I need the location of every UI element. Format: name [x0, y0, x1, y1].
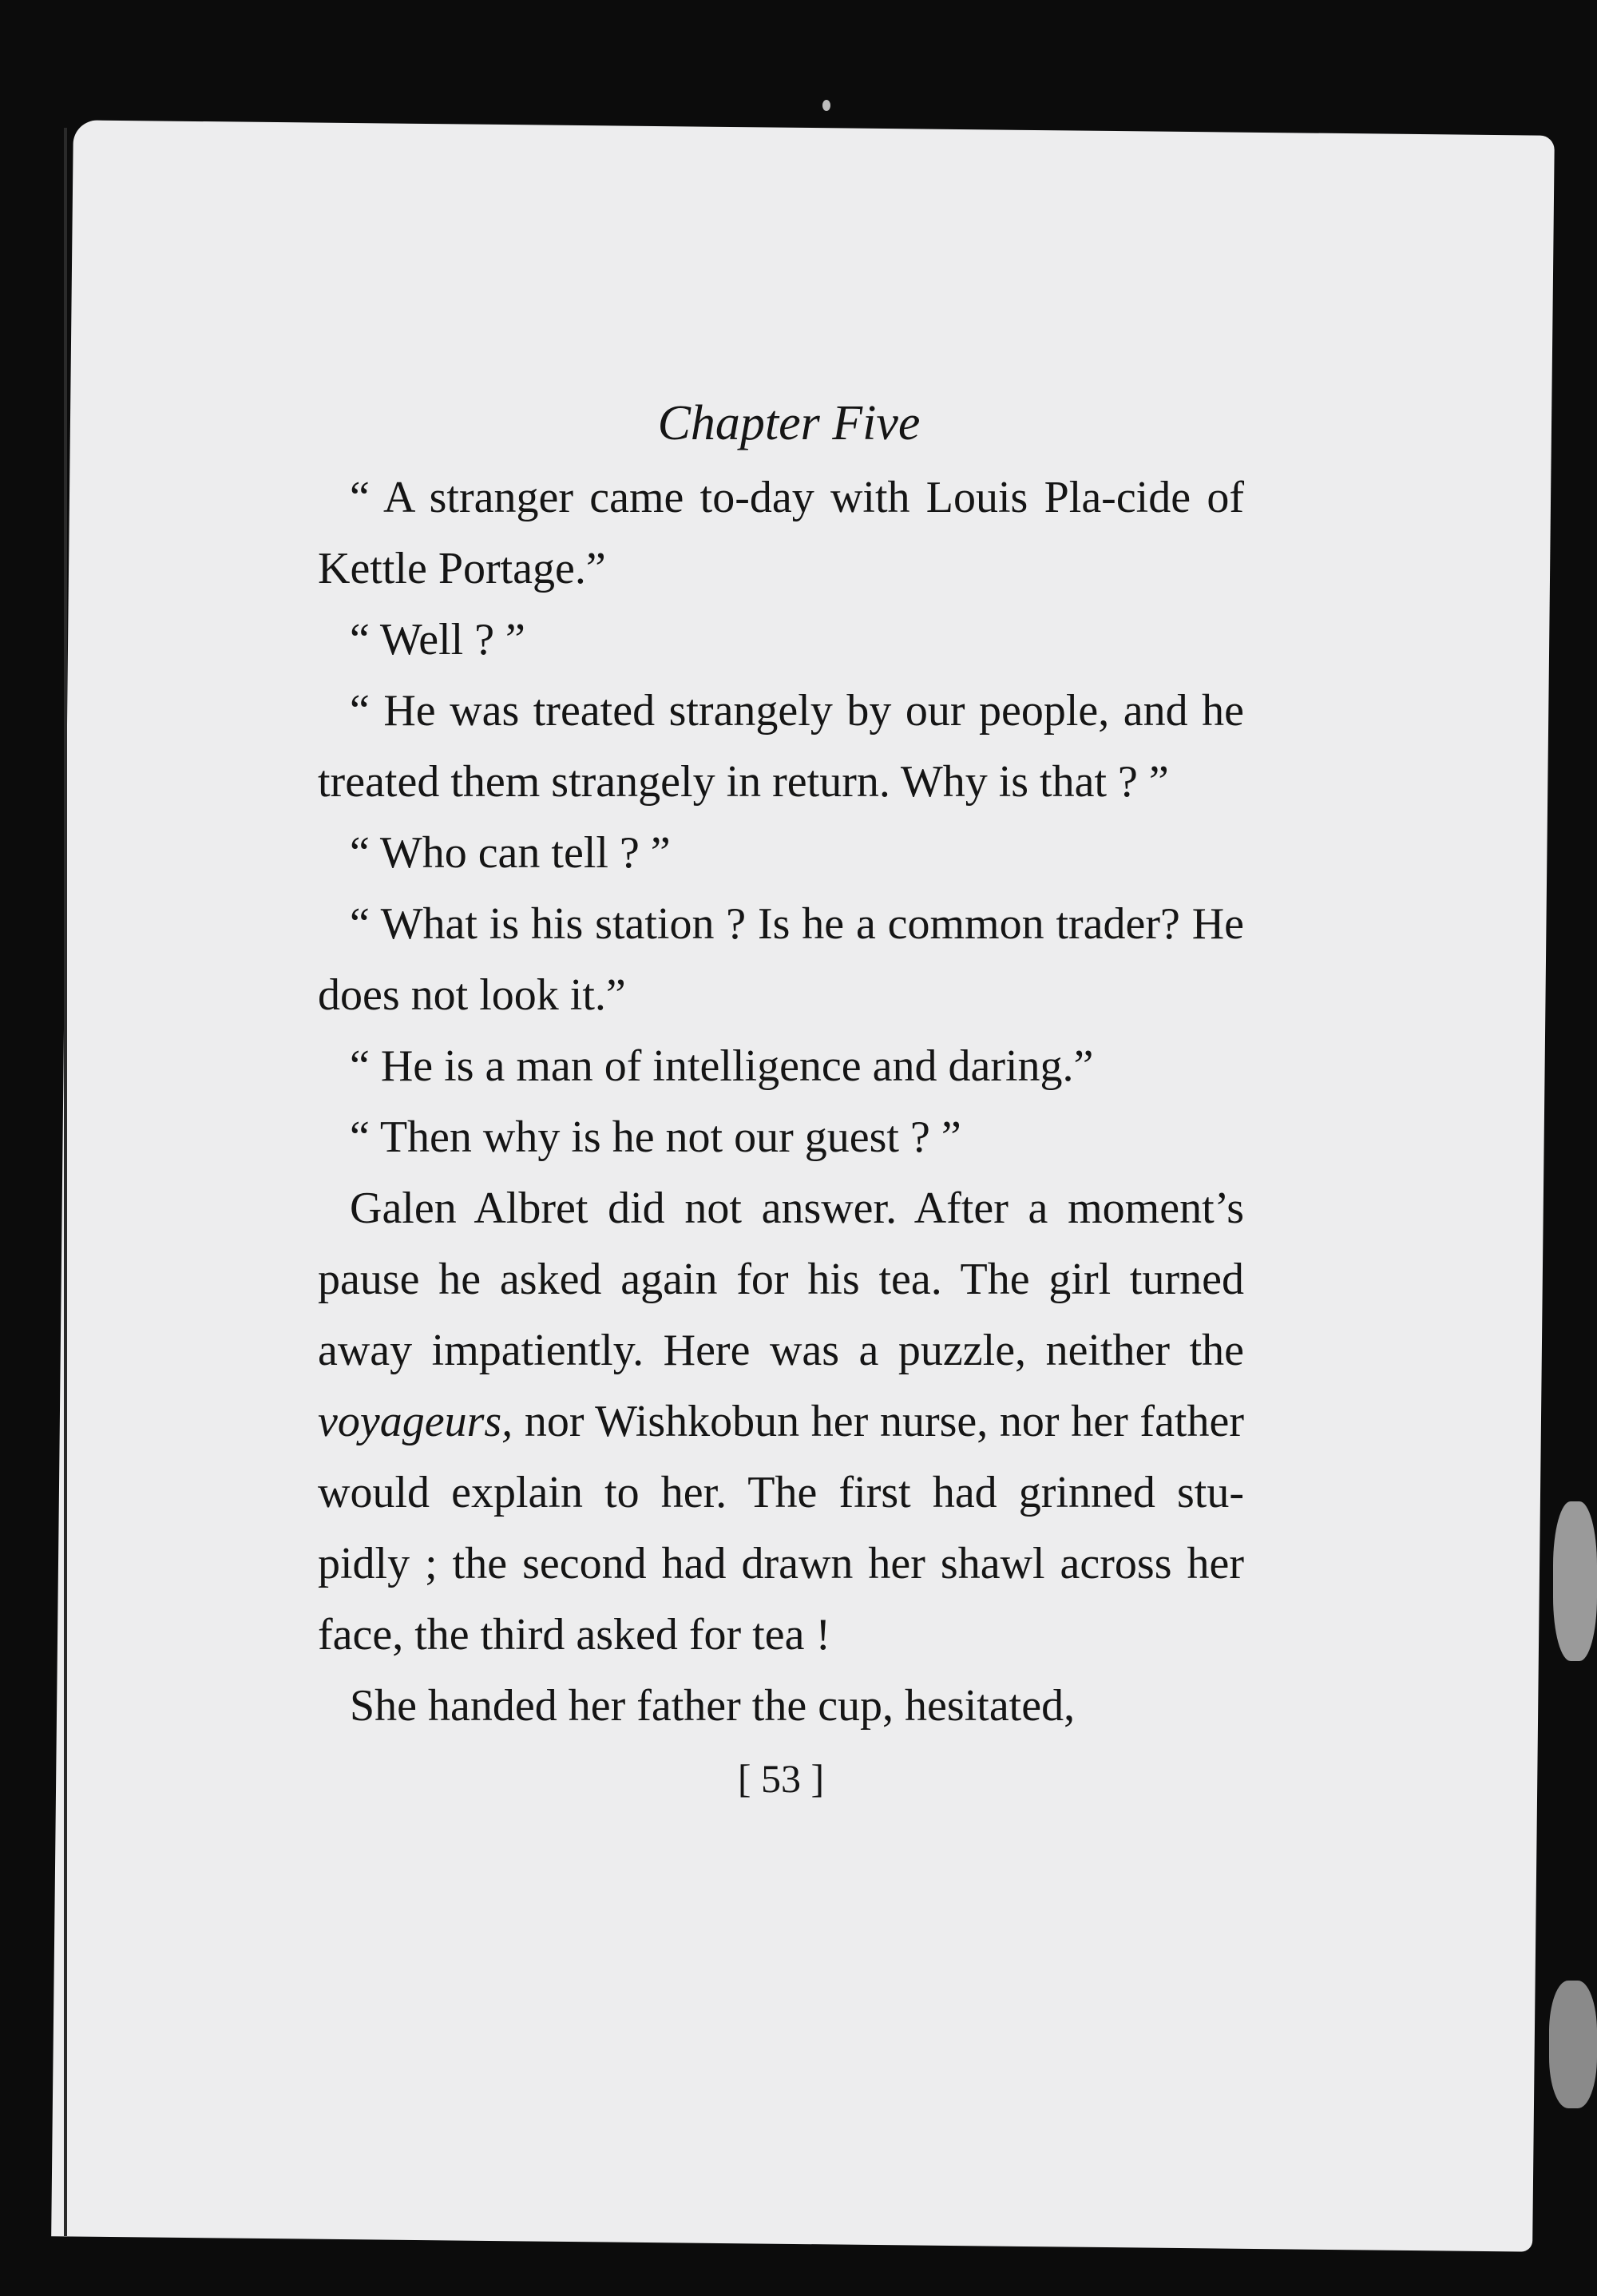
page-number: [ 53 ]: [737, 1756, 825, 1801]
scan-speck: [822, 100, 830, 111]
dialogue-line: “ He is a man of intelligence and daring.”: [350, 1041, 1094, 1091]
page-spine-edge: [64, 128, 67, 2236]
dialogue-line: “ Well ? ”: [350, 615, 525, 664]
scan-speck: [1553, 1501, 1597, 1661]
dialogue-line: “ A stranger came to-day with Louis Pla-cide of Kettle Portage.”: [318, 473, 1244, 593]
dialogue-line: “ Then why is he not our guest ? ”: [350, 1112, 961, 1162]
narrative-paragraph: [318, 1173, 1244, 1671]
dialogue-line: “ He was treated strangely by our people, and he treated them strangely in return. Why is that ? ”: [318, 686, 1244, 807]
narrative-text: Galen Albret did not answer. After a moment’s pause he asked again for his tea. The girl turned away impatiently. Here was a puzzle, neither the: [318, 1184, 1244, 1375]
dialogue-line: “ What is his station ? Is he a common trader? He does not look it.”: [318, 899, 1244, 1020]
page-text-block: [318, 389, 1244, 1810]
dialogue-line: “ Who can tell ? ”: [350, 828, 671, 878]
narrative-text: nor Wishkobun her nurse, nor her father would explain to her. The first had grinned stu-pidly ; the second had drawn her shawl across her face, the third asked for tea !: [318, 1397, 1244, 1660]
running-head: Chapter Five: [657, 396, 921, 450]
final-line: She handed her father the cup, hesitated,: [350, 1681, 1076, 1731]
narrative-italic-word: voyageurs,: [318, 1397, 513, 1446]
scan-speck: [1549, 1981, 1597, 2108]
